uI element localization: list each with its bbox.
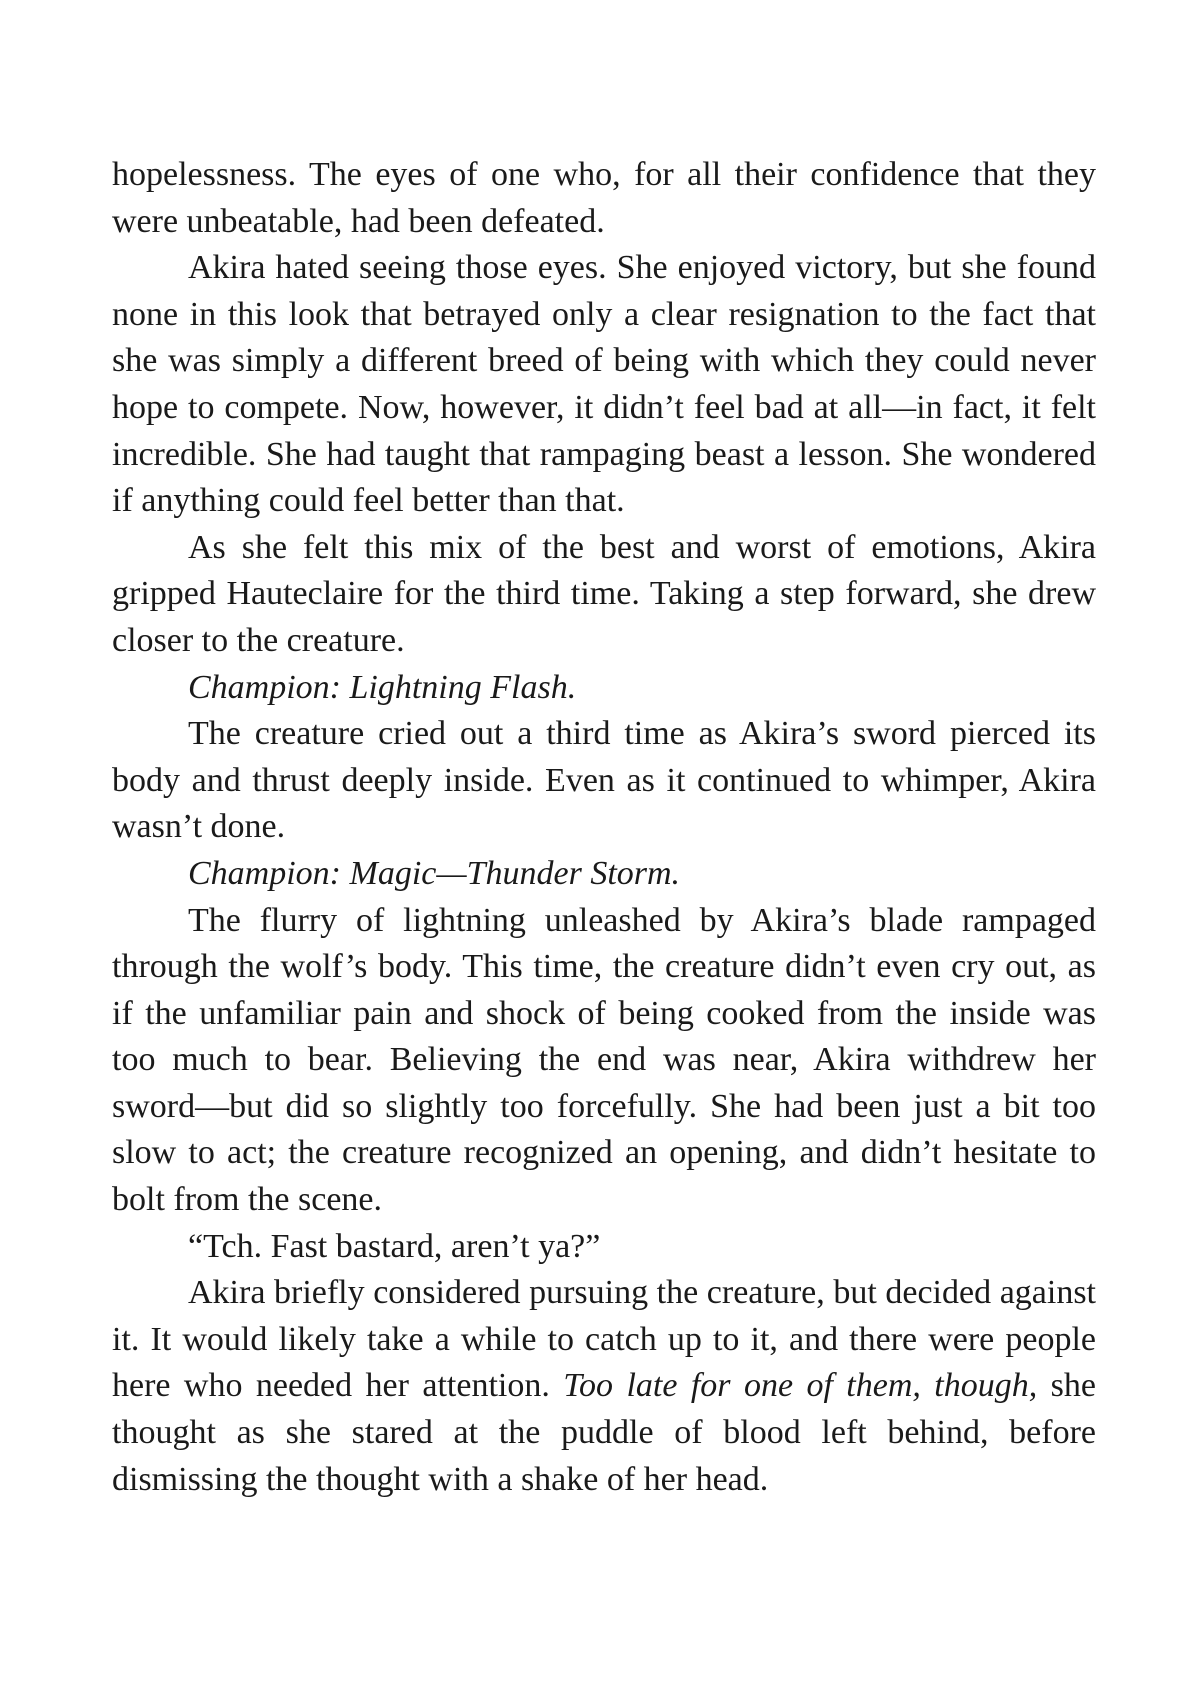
paragraph-continuation: hopelessness. The eyes of one who, for all their confidence that they were unbeatable, had been defeated.	[112, 156, 1096, 240]
skill-callout: Champion: Magic—Thunder Storm.	[188, 854, 681, 892]
dialogue-line: “Tch. Fast bastard, aren’t ya?”	[188, 1227, 601, 1265]
paragraph: Akira hated seeing those eyes. She enjoyed victory, but she found none in this look that betrayed only a clear resignation to the fact that she was simply a different breed of being with which they could never hope to compete. Now, however, it didn’t feel bad at all—in fact, it felt incredible. She had taught that rampaging beast a lesson. She wondered if anything could feel better than that.	[112, 249, 1096, 520]
inner-thought: Too late for one of them, though,	[563, 1367, 1038, 1405]
paragraph: The creature cried out a third time as Akira’s sword pierced its body and thrust deeply inside. Even as it continued to whimper, Akira wasn’t done.	[112, 715, 1096, 846]
skill-callout: Champion: Lightning Flash.	[188, 668, 577, 706]
paragraph: As she felt this mix of the best and worst of emotions, Akira gripped Hauteclaire for the third time. Taking a step forward, she drew closer to the creature.	[112, 528, 1096, 659]
paragraph-text: Akira briefly considered pursuing the creature, but decided against it. It would likely take a while to catch up to it, and there were people here who needed her attention.	[112, 1274, 1096, 1405]
paragraph-text: she thought as she stared at the puddle of blood left behind, before dismissing the thought with a shake of her head.	[112, 1367, 1096, 1498]
page-body-text	[112, 152, 1096, 1503]
paragraph	[112, 1270, 1096, 1503]
paragraph: The flurry of lightning unleashed by Akira’s blade rampaged through the wolf’s body. This time, the creature didn’t even cry out, as if the unfamiliar pain and shock of being cooked from the inside was too much to bear. Believing the end was near, Akira withdrew her sword—but did so slightly too forcefully. She had been just a bit too slow to act; the creature recognized an opening, and didn’t hesitate to bolt from the scene.	[112, 901, 1096, 1219]
